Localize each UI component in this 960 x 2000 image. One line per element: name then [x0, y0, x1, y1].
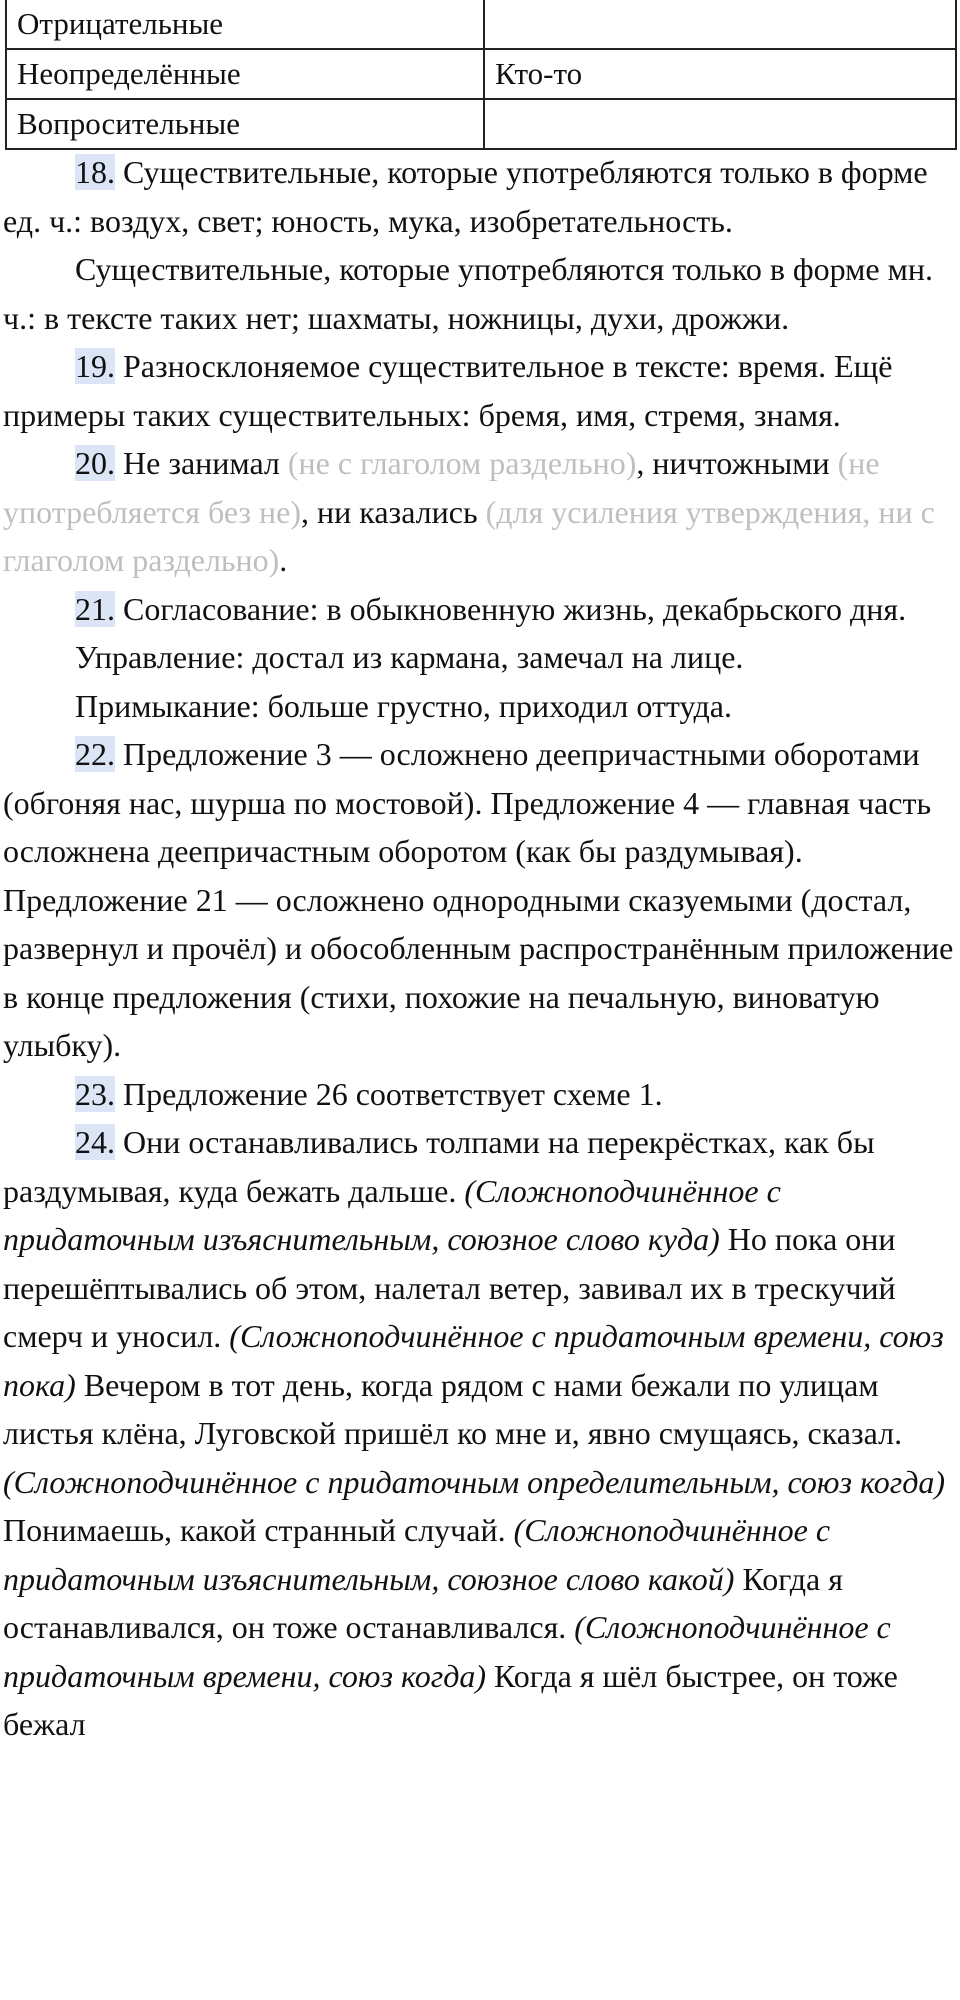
- answer-text: , ничтожными: [636, 445, 838, 481]
- answer-24: [3, 1118, 955, 1749]
- table-row: [6, 0, 956, 49]
- answer-note: (не с глаголом раздельно): [287, 445, 637, 481]
- answer-23: [3, 1070, 955, 1119]
- table-row: [6, 99, 956, 149]
- answer-comment: (Сложноподчинённое с придаточным времени, союз когда): [3, 1609, 891, 1694]
- answer-text: Вечером в тот день, когда рядом с нами бежали по улицам листья клёна, Луговской пришёл ко мне и, явно смущаясь, сказал.: [3, 1366, 903, 1451]
- answer-text: Примыкание: больше грустно, приходил оттуда.: [75, 687, 732, 724]
- pronoun-table: [5, 0, 957, 150]
- answer-text: Когда я шёл быстрее, он тоже бежал: [3, 1657, 898, 1742]
- answer-21-continued: [3, 633, 955, 682]
- answer-comment: (Сложноподчинённое с придаточным времени, союз пока): [3, 1318, 944, 1403]
- answer-text: Существительные, которые употребляются только в форме мн. ч.: в тексте таких нет; шахматы, ножницы, духи, дрожжи.: [3, 251, 933, 336]
- answer-text: Понимаешь, какой странный случай.: [3, 1512, 514, 1548]
- answer-number: 22.: [75, 736, 115, 772]
- answer-number: 18.: [75, 154, 115, 190]
- answer-comment: (Сложноподчинённое с придаточным изъяснительным, союзное слово какой): [3, 1512, 831, 1597]
- answer-text: Не занимал: [115, 445, 288, 481]
- answer-text: , ни казались: [301, 493, 486, 530]
- table-cell-type: Неопределённые: [6, 49, 484, 99]
- answer-text: Существительные, которые употребляются только в форме ед. ч.: воздух, свет; юность, мука, изобретательность.: [3, 154, 928, 239]
- answer-number: 23.: [75, 1075, 115, 1112]
- answer-text: Они останавливались толпами на перекрёстках, как бы раздумывая, куда бежать дальше.: [3, 1124, 875, 1209]
- answer-text: Но пока они перешёптывались об этом, налетал ветер, завивал их в трескучий смерч и уносил.: [3, 1221, 896, 1354]
- answer-20: [3, 439, 955, 585]
- table-cell-type: Отрицательные: [6, 0, 484, 49]
- document-body: [3, 148, 955, 1749]
- table-cell-example: [484, 0, 956, 49]
- answer-22: [3, 730, 955, 1070]
- answer-text: Когда я останавливался, он тоже останавливался.: [3, 1560, 843, 1645]
- table-row: [6, 49, 956, 99]
- answer-18-continued: [3, 245, 955, 342]
- answer-text: Разносклоняемое существительное в тексте: время. Ещё примеры таких существительных: бремя, имя, стремя, знамя.: [3, 348, 893, 433]
- answer-note: (для усиления утверждения, ни с глаголом раздельно): [3, 493, 935, 578]
- answer-comment: (Сложноподчинённое с придаточным определительным, союз когда): [3, 1463, 946, 1500]
- answer-18: [3, 148, 955, 245]
- table-cell-example: Кто-то: [484, 49, 956, 99]
- answer-number: 19.: [75, 348, 115, 384]
- answer-text: Предложение 26 соответствует схеме 1.: [115, 1075, 663, 1112]
- answer-21-continued: [3, 682, 955, 731]
- answer-number: 21.: [75, 590, 115, 627]
- answer-comment: (Сложноподчинённое с придаточным изъяснительным, союзное слово куда): [3, 1172, 781, 1257]
- answer-19: [3, 342, 955, 439]
- table-cell-example: [484, 99, 956, 149]
- answer-number: 24.: [75, 1124, 115, 1160]
- table-cell-type: Вопросительные: [6, 99, 484, 149]
- answer-note: (не употребляется без не): [3, 445, 880, 530]
- answer-text: .: [279, 542, 288, 578]
- answer-text: Согласование: в обыкновенную жизнь, декабрьского дня.: [115, 590, 907, 627]
- answer-text: Управление: достал из кармана, замечал на лице.: [75, 639, 744, 675]
- answer-text: Предложение 3 — осложнено деепричастными оборотами (обгоняя нас, шурша по мостовой). Предложение 4 — главная часть осложнена деепричастным оборотом (как бы раздумывая). Предложение 21 — осложнено однородными сказуемыми (достал, развернул и прочёл) и обособленным распространённым приложение в конце предложения (стихи, похожие на печальную, виноватую улыбку).: [3, 736, 954, 1063]
- answer-21: [3, 585, 955, 634]
- answer-number: 20.: [75, 445, 115, 481]
